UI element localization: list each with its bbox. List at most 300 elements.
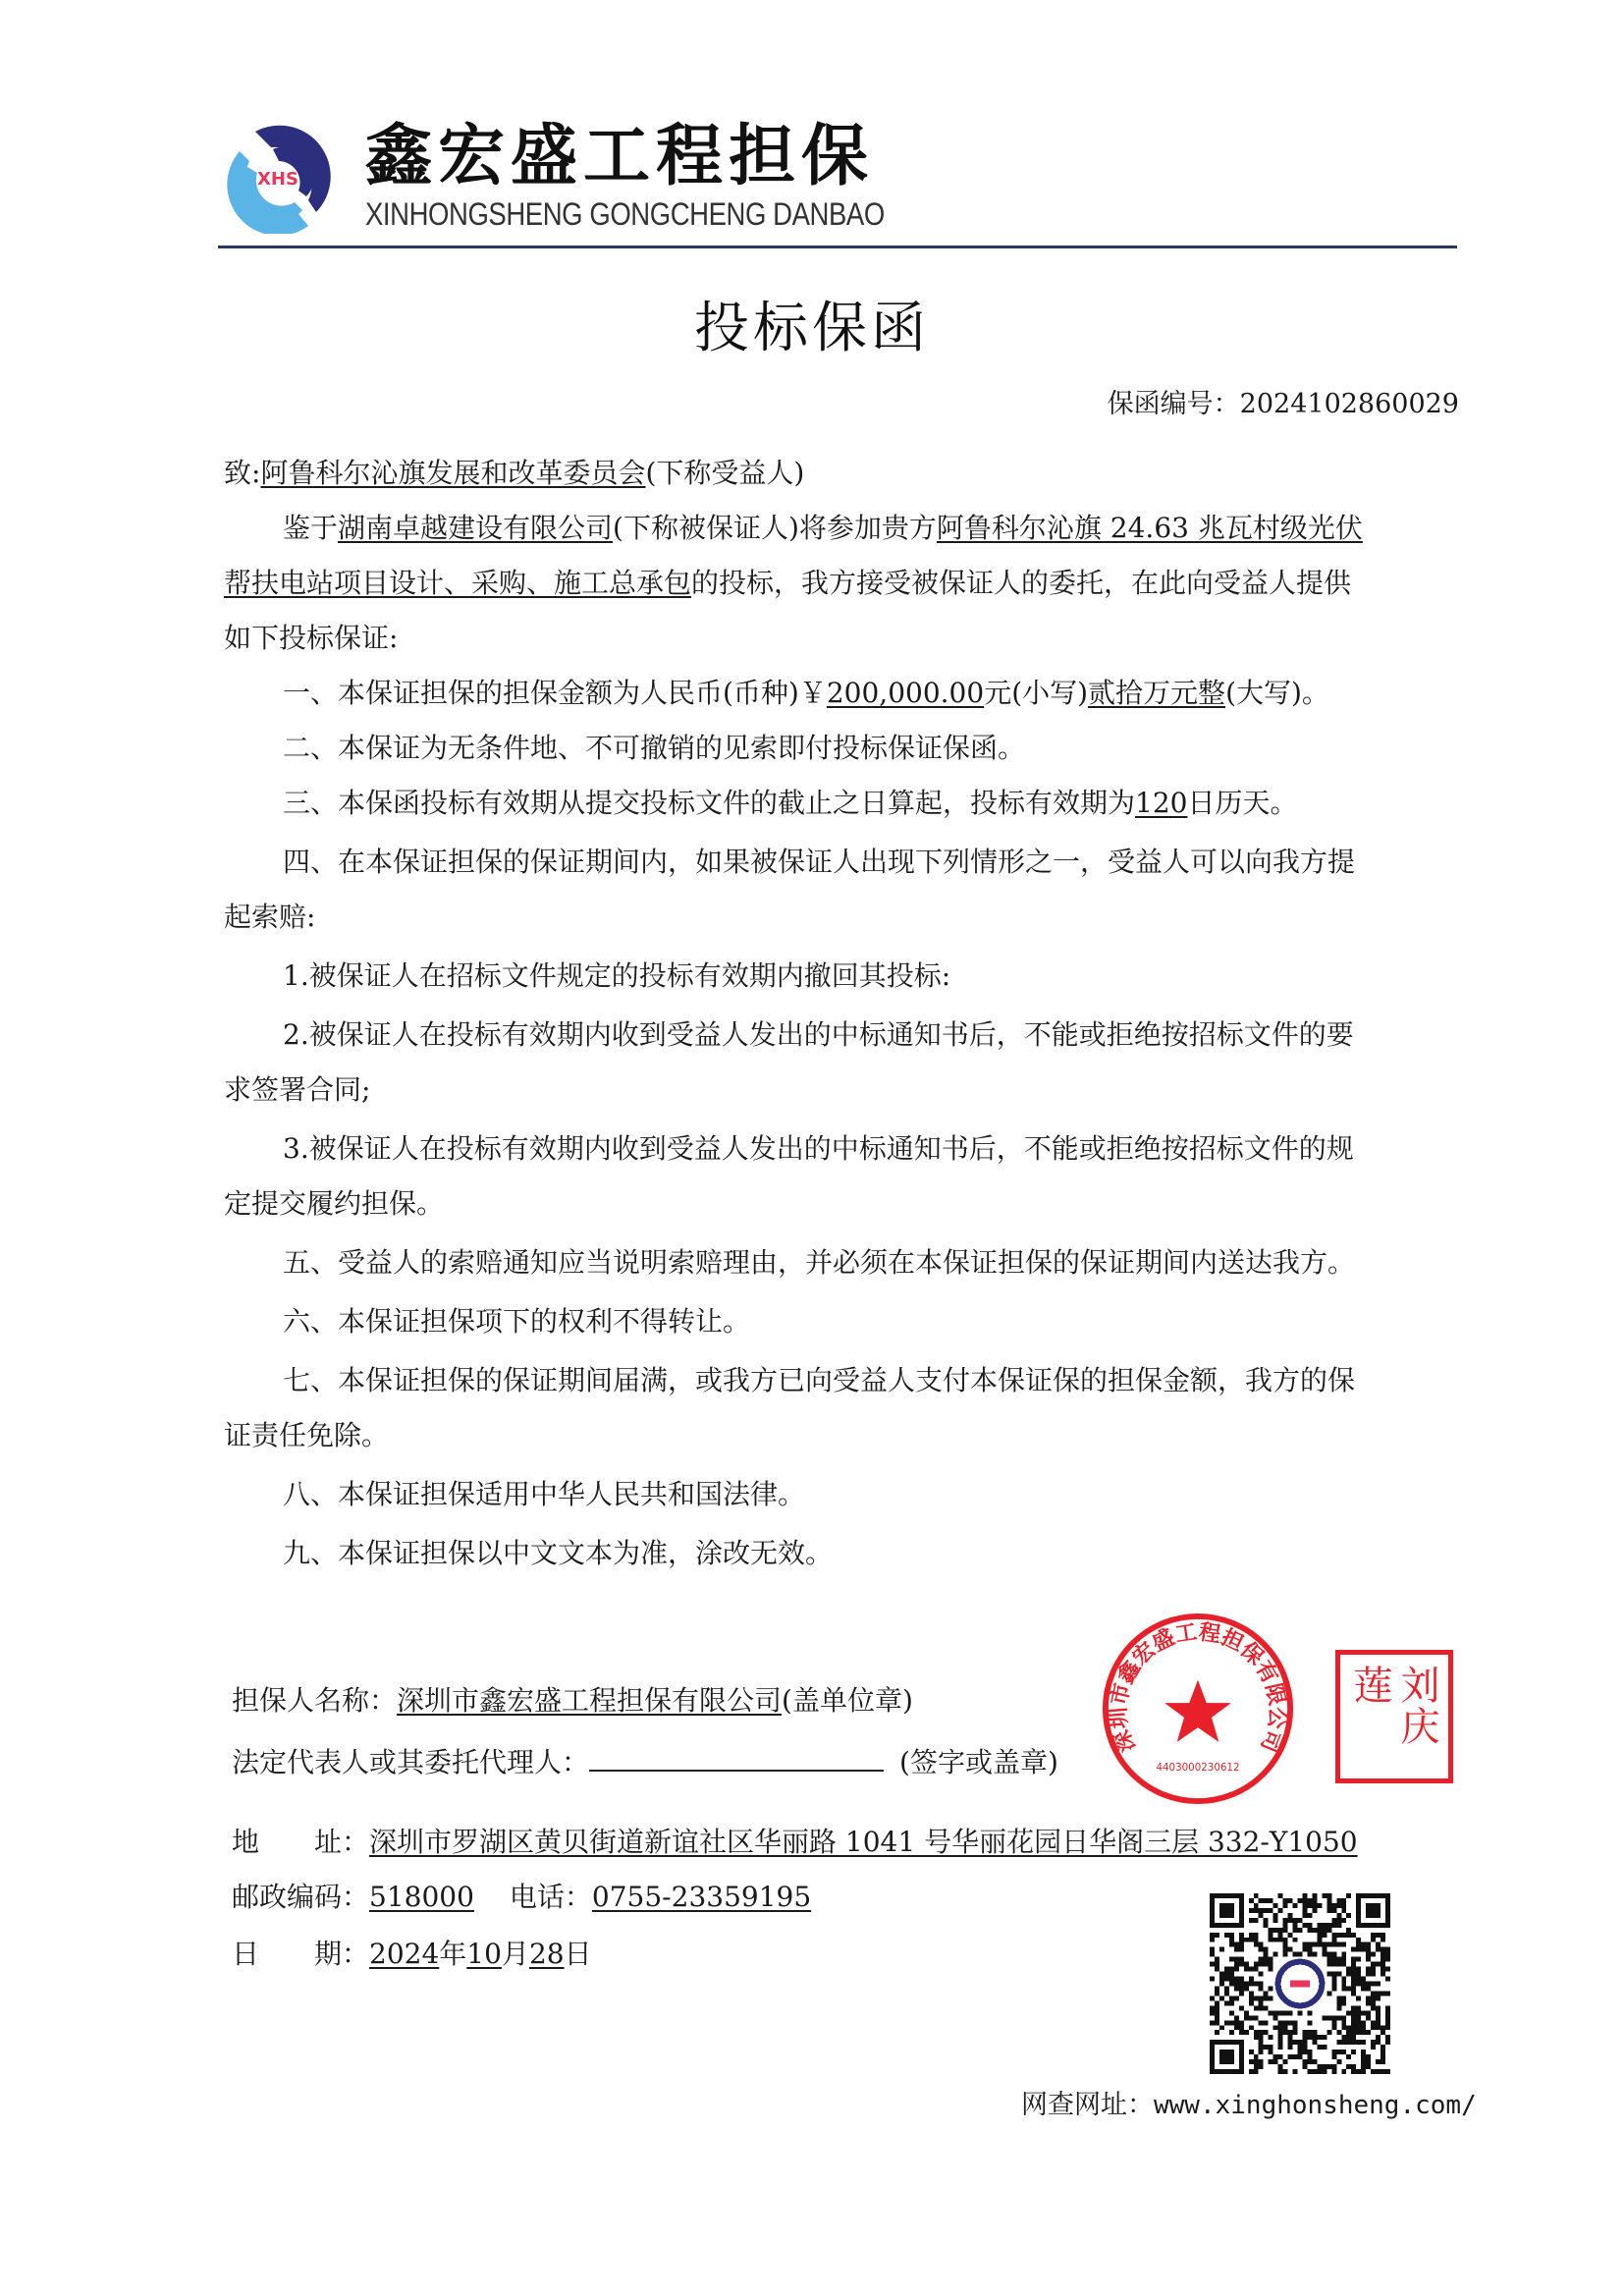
qr-module [1341,1933,1346,1938]
qr-module [1331,1923,1336,1928]
qr-module [1234,1957,1239,1962]
qr-module [1210,1962,1215,1967]
qr-module [1259,1947,1264,1952]
qr-module [1326,1928,1331,1933]
qr-module [1273,1952,1278,1957]
qr-module [1326,2064,1331,2069]
qr-module [1317,1903,1322,1908]
qr-module [1302,1898,1307,1903]
qr-module [1322,2064,1326,2069]
qr-module [1210,1952,1215,1957]
verification-url-link[interactable]: www.xinghonsheng.com/ [1154,2091,1477,2120]
qr-module [1210,1938,1215,1942]
qr-module [1361,2040,1366,2045]
qr-module [1312,1952,1317,1957]
qr-module [1283,2025,1288,2030]
clause-4-3-line-2: 定提交履约担保。 [224,1187,445,1220]
qr-module [1322,1942,1326,1947]
clause-4-3-line-1: 3.被保证人在投标有效期内收到受益人发出的中标通知书后，不能或拒绝按招标文件的规 [283,1132,1354,1165]
qr-module [1351,2030,1356,2035]
qr-module [1254,2059,1259,2064]
qr-module [1326,2030,1331,2035]
qr-module [1341,1942,1346,1947]
qr-module [1278,2069,1283,2074]
qr-module [1278,1933,1283,1938]
qr-module [1371,1982,1376,1987]
qr-module [1322,2015,1326,2020]
qr-module [1331,1972,1336,1977]
qr-module [1356,1967,1361,1972]
qr-module [1269,1898,1273,1903]
intro-line-3: 如下投标保证: [224,622,399,654]
qr-module [1371,1933,1376,1938]
qr-module [1361,1986,1366,1991]
qr-module [1336,2040,1341,2045]
qr-module [1249,1982,1254,1987]
qr-module [1219,2025,1224,2030]
qr-module [1366,1952,1371,1957]
qr-module [1254,1933,1259,1938]
qr-module [1331,2054,1336,2059]
qr-module [1278,2020,1283,2025]
qr-module [1351,2020,1356,2025]
qr-module [1341,2000,1346,2005]
qr-module [1283,1938,1288,1942]
qr-module [1278,1908,1283,1913]
qr-module [1317,2064,1322,2069]
qr-module [1351,2050,1356,2054]
qr-module [1219,1995,1224,2000]
qr-module [1264,2030,1269,2035]
qr-module [1371,2005,1376,2010]
qr-module [1331,1957,1336,1962]
qr-module [1224,1933,1229,1938]
qr-module [1215,2030,1219,2035]
qr-module [1273,2059,1278,2064]
qr-module [1376,2040,1380,2045]
text: 三、本保函投标有效期从提交投标文件的截止之日算起，投标有效期为 [283,787,1136,819]
qr-module [1264,1991,1269,1995]
qr-module [1312,2069,1317,2074]
qr-module [1293,1923,1298,1928]
qr-module [1312,1903,1317,1908]
qr-module [1331,1903,1336,1908]
qr-finder [1219,1903,1234,1918]
qr-module [1283,1903,1288,1908]
qr-module [1366,2030,1371,2035]
qr-module [1356,1977,1361,1982]
qr-module [1322,1947,1326,1952]
qr-module [1264,1898,1269,1903]
qr-module [1366,1957,1371,1962]
representative-line [232,1742,1058,1782]
qr-module [1298,2040,1303,2045]
qr-module [1302,2030,1307,2035]
address-value: 深圳市罗湖区黄贝街道新谊社区华丽路 1041 号华丽花园日华阁三层 332-Y1050 [369,1826,1358,1858]
qr-module [1219,1947,1224,1952]
qr-module [1249,1938,1254,1942]
qr-module [1380,1991,1385,1995]
qr-module [1244,1986,1249,1991]
qr-module [1341,1918,1346,1923]
qr-module [1307,2010,1312,2015]
qr-module [1376,2025,1380,2030]
qr-module [1336,2059,1341,2064]
qr-module [1264,2045,1269,2050]
qr-module [1341,1962,1346,1967]
qr-module [1307,1903,1312,1908]
guarantor-line [232,1681,913,1721]
representative-note: (签字或盖章) [899,1746,1058,1778]
qr-module [1283,2010,1288,2015]
qr-module [1376,1991,1380,1995]
qr-module [1210,2005,1215,2010]
qr-module [1219,1977,1224,1982]
qr-module [1215,1962,1219,1967]
qr-module [1264,1918,1269,1923]
qr-module [1361,2020,1366,2025]
qr-module [1356,2069,1361,2074]
qr-module [1371,1938,1376,1942]
phone-value: 0755-23359195 [591,1881,812,1913]
qr-module [1380,2054,1385,2059]
qr-module [1307,2050,1312,2054]
qr-module [1361,2054,1366,2059]
qr-module [1283,1898,1288,1903]
qr-module [1264,1947,1269,1952]
qr-module [1351,1967,1356,1972]
company-seal-star-icon [1164,1680,1231,1742]
qr-module [1351,2015,1356,2020]
qr-module [1234,1942,1239,1947]
qr-module [1273,2010,1278,2015]
qr-module [1259,1942,1264,1947]
qr-module [1351,1933,1356,1938]
qr-module [1239,1962,1244,1967]
date-month: 10 [466,1938,502,1970]
qr-module [1356,1995,1361,2000]
qr-module [1215,1986,1219,1991]
qr-module [1361,1942,1366,1947]
qr-module [1229,1933,1234,1938]
qr-module [1288,2045,1293,2050]
qr-module [1326,1898,1331,1903]
beneficiary-name: 阿鲁科尔沁旗发展和改革委员会 [260,457,646,489]
qr-module [1278,2040,1283,2045]
qr-module [1254,1962,1259,1967]
qr-module [1380,1967,1385,1972]
qr-module [1259,1908,1264,1913]
qr-module [1298,1928,1303,1933]
qr-module [1331,1908,1336,1913]
qr-module [1259,2050,1264,2054]
qr-module [1307,2054,1312,2059]
qr-module [1264,2005,1269,2010]
clause-4-line-1: 四、在本保证担保的保证期间内，如果被保证人出现下列情形之一，受益人可以向我方提 [283,846,1356,878]
qr-module [1312,1942,1317,1947]
qr-module [1380,1952,1385,1957]
letter-number-label: 保函编号： [1107,389,1240,419]
qr-module [1331,2050,1336,2054]
qr-module [1249,2000,1254,2005]
phone-label: 电话： [509,1881,592,1913]
qr-module [1269,2059,1273,2064]
qr-module [1380,1933,1385,1938]
qr-module [1224,2020,1229,2025]
qr-module [1322,2069,1326,2074]
clause-4-line-2: 起索赔: [224,901,316,933]
qr-module [1356,2010,1361,2015]
qr-module [1351,1957,1356,1962]
qr-module [1259,2064,1264,2069]
qr-module [1351,2025,1356,2030]
qr-module [1229,1957,1234,1962]
qr-module [1244,1962,1249,1967]
qr-module [1312,1893,1317,1898]
qr-module [1302,2059,1307,2064]
qr-module [1302,1903,1307,1908]
qr-module [1336,1942,1341,1947]
qr-module [1234,1986,1239,1991]
qr-module [1341,1982,1346,1987]
qr-module [1366,1947,1371,1952]
qr-module [1254,2005,1259,2010]
qr-module [1229,2030,1234,2035]
qr-module [1326,1903,1331,1908]
qr-module [1239,2025,1244,2030]
qr-module [1326,1942,1331,1947]
qr-module [1366,1972,1371,1977]
clause-4-2-line-1: 2.被保证人在投标有效期内收到受益人发出的中标通知书后，不能或拒绝按招标文件的要 [283,1018,1354,1051]
date-year: 2024 [369,1938,440,1970]
qr-module [1269,1986,1273,1991]
company-logo [218,118,334,234]
qr-code[interactable] [1210,1893,1390,2074]
qr-module [1361,1947,1366,1952]
qr-module [1361,1982,1366,1987]
principal-name: 湖南卓越建设有限公司 [338,512,614,544]
qr-module [1224,2000,1229,2005]
date-day: 28 [528,1938,565,1970]
qr-module [1385,2005,1390,2010]
qr-module [1254,1982,1259,1987]
qr-module [1269,2050,1273,2054]
qr-module [1312,1928,1317,1933]
qr-module [1336,1962,1341,1967]
qr-module [1298,2045,1303,2050]
qr-module [1288,2020,1293,2025]
qr-module [1331,1918,1336,1923]
qr-module [1380,2050,1385,2054]
verification-url-label: 网查网址： [1021,2090,1154,2120]
qr-module [1361,2059,1366,2064]
qr-module [1376,2020,1380,2025]
intro-line-2 [224,564,1351,603]
qr-module [1341,2020,1346,2025]
qr-module [1385,1947,1390,1952]
qr-module [1346,2054,1351,2059]
qr-module [1336,1903,1341,1908]
qr-module [1312,1908,1317,1913]
qr-module [1249,2059,1254,2064]
qr-module [1298,2054,1303,2059]
qr-module [1254,2054,1259,2059]
qr-module [1341,1977,1346,1982]
qr-module [1351,2040,1356,2045]
qr-module [1269,2010,1273,2015]
qr-module [1273,1918,1278,1923]
qr-module [1331,2025,1336,2030]
qr-module [1298,1952,1303,1957]
signature-blank [589,1742,884,1772]
qr-module [1312,2035,1317,2040]
qr-module [1269,1938,1273,1942]
qr-module [1273,1938,1278,1942]
qr-module [1331,1942,1336,1947]
qr-module [1283,1947,1288,1952]
qr-module [1351,2010,1356,2015]
qr-module [1298,1918,1303,1923]
qr-module [1283,2059,1288,2064]
qr-module [1239,2020,1244,2025]
qr-module [1361,2069,1366,2074]
qr-module [1278,2064,1283,2069]
qr-module [1385,1977,1390,1982]
qr-module [1259,1962,1264,1967]
qr-module [1283,1923,1288,1928]
qr-module [1336,1923,1341,1928]
qr-module [1351,1991,1356,1995]
qr-module [1346,1972,1351,1977]
qr-finder [1219,2050,1234,2064]
company-seal [1100,1611,1296,1807]
qr-module [1239,1933,1244,1938]
qr-module [1331,1977,1336,1982]
qr-module [1254,1918,1259,1923]
qr-module [1326,1957,1331,1962]
qr-module [1346,2010,1351,2015]
qr-module [1331,2020,1336,2025]
qr-module [1376,1942,1380,1947]
qr-module [1239,1986,1244,1991]
qr-module [1336,2000,1341,2005]
qr-module [1234,2020,1239,2025]
qr-module [1376,2069,1380,2074]
qr-module [1254,1995,1259,2000]
qr-module [1229,1972,1234,1977]
qr-module [1371,1995,1376,2000]
qr-module [1210,2020,1215,2025]
qr-module [1356,2040,1361,2045]
qr-module [1312,2040,1317,2045]
qr-module [1371,1972,1376,1977]
qr-module [1269,1995,1273,2000]
qr-module [1234,1962,1239,1967]
qr-module [1307,1913,1312,1918]
qr-module [1293,2025,1298,2030]
qr-module [1229,2020,1234,2025]
qr-module [1293,1938,1298,1942]
qr-module [1376,2059,1380,2064]
qr-module [1224,1986,1229,1991]
qr-module [1307,1947,1312,1952]
personal-seal [1335,1650,1453,1783]
qr-module [1331,1938,1336,1942]
qr-module [1239,1938,1244,1942]
qr-module [1312,1898,1317,1903]
qr-module [1219,1972,1224,1977]
qr-module [1317,1923,1322,1928]
qr-module [1356,1938,1361,1942]
qr-module [1356,2020,1361,2025]
qr-module [1239,1942,1244,1947]
clause-9: 九、本保证担保以中文文本为准，涂改无效。 [283,1537,834,1569]
qr-module [1322,1928,1326,1933]
qr-module [1273,1903,1278,1908]
qr-module [1317,1928,1322,1933]
qr-module [1249,2015,1254,2020]
qr-module [1322,2035,1326,2040]
qr-module [1356,2025,1361,2030]
qr-module [1254,1938,1259,1942]
qr-module [1346,1986,1351,1991]
qr-module [1259,1972,1264,1977]
qr-module [1210,2010,1215,2015]
qr-module [1288,2010,1293,2015]
qr-module [1351,1962,1356,1967]
qr-module [1371,2025,1376,2030]
qr-module [1302,1893,1307,1898]
qr-module [1283,2069,1288,2074]
qr-module [1376,2035,1380,2040]
qr-module [1376,2015,1380,2020]
qr-module [1302,1947,1307,1952]
qr-module [1273,2025,1278,2030]
qr-module [1254,2035,1259,2040]
qr-module [1293,1918,1298,1923]
qr-module [1239,1947,1244,1952]
qr-module [1385,2035,1390,2040]
qr-module [1371,2069,1376,2074]
qr-module [1356,2005,1361,2010]
qr-module [1283,1942,1288,1947]
qr-module [1288,1898,1293,1903]
qr-module [1385,2010,1390,2015]
qr-module [1283,1928,1288,1933]
intro-line-1 [283,509,1363,548]
qr-module [1331,1986,1336,1991]
qr-module [1302,1908,1307,1913]
qr-module [1341,2050,1346,2054]
qr-module [1264,1952,1269,1957]
qr-module [1259,2020,1264,2025]
qr-module [1293,2020,1298,2025]
qr-module [1215,1967,1219,1972]
qr-module [1341,1952,1346,1957]
qr-module [1215,2010,1219,2015]
qr-module [1331,2069,1336,2074]
qr-module [1249,1898,1254,1903]
qr-module [1269,1962,1273,1967]
date-label: 日 期： [232,1938,370,1970]
qr-module [1259,1986,1264,1991]
qr-module [1361,2050,1366,2054]
qr-module [1293,2030,1298,2035]
qr-module [1229,1995,1234,2000]
qr-module [1269,2035,1273,2040]
qr-module [1244,1967,1249,1972]
qr-module [1293,1952,1298,1957]
